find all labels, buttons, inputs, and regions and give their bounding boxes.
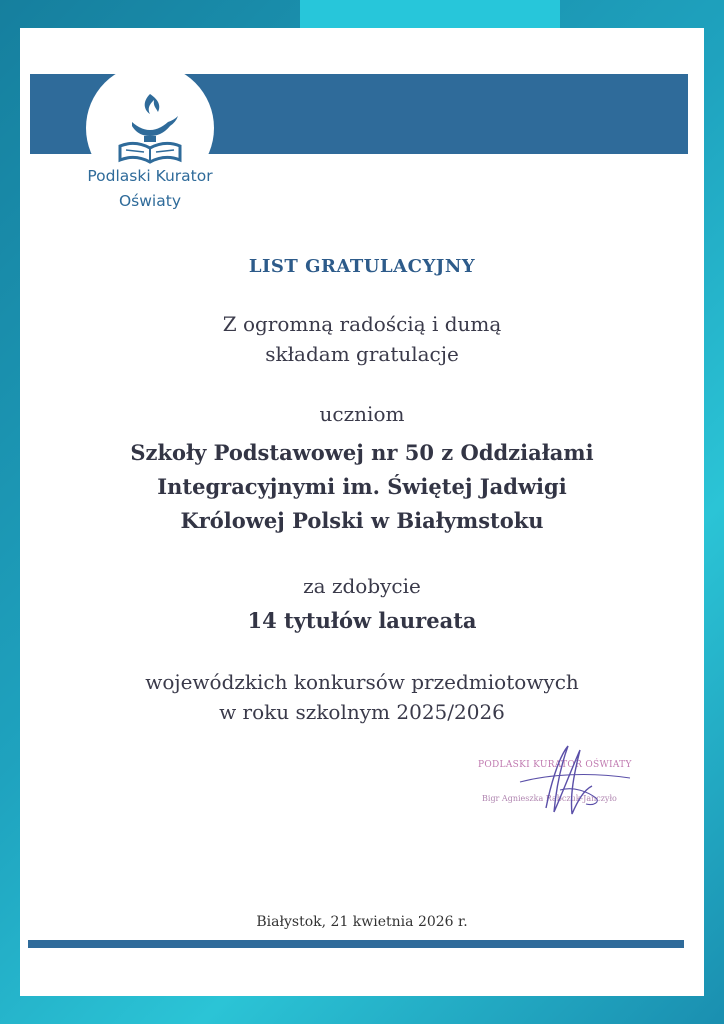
- school-line-2: Integracyjnymi im. Świętej Jadwigi: [157, 474, 567, 499]
- achievement-text: 14 tytułów laureata: [247, 608, 477, 633]
- school-line-1: Szkoły Podstawowej nr 50 z Oddziałami: [130, 440, 594, 465]
- footer-bar: [28, 940, 684, 948]
- letter-title: LIST GRATULACYJNY: [248, 256, 476, 277]
- recipient-prefix: uczniom: [319, 402, 405, 426]
- school-line-3: Królowej Polski w Białymstoku: [180, 508, 544, 533]
- intro-line-2: składam gratulacje: [265, 342, 459, 366]
- context-line-2: w roku szkolnym 2025/2026: [219, 700, 505, 724]
- context-line-1: wojewódzkich konkursów przedmiotowych: [145, 670, 579, 694]
- stamp-title: PODLASKI KURATOR OŚWIATY: [478, 760, 632, 770]
- logo-caption-line2: Oświaty: [118, 192, 181, 210]
- intro-line-1: Z ogromną radością i dumą: [222, 312, 502, 336]
- place-date: Białystok, 21 kwietnia 2026 r.: [256, 914, 468, 930]
- certificate-page: [20, 28, 704, 996]
- logo-caption: [60, 164, 240, 214]
- signature: [450, 728, 650, 828]
- stamp-name: Bigr Agnieszka Rabczuk-Janczyło: [482, 794, 617, 803]
- achievement-prefix: za zdobycie: [303, 574, 421, 598]
- logo-caption-line1: Podlaski Kurator: [87, 167, 213, 185]
